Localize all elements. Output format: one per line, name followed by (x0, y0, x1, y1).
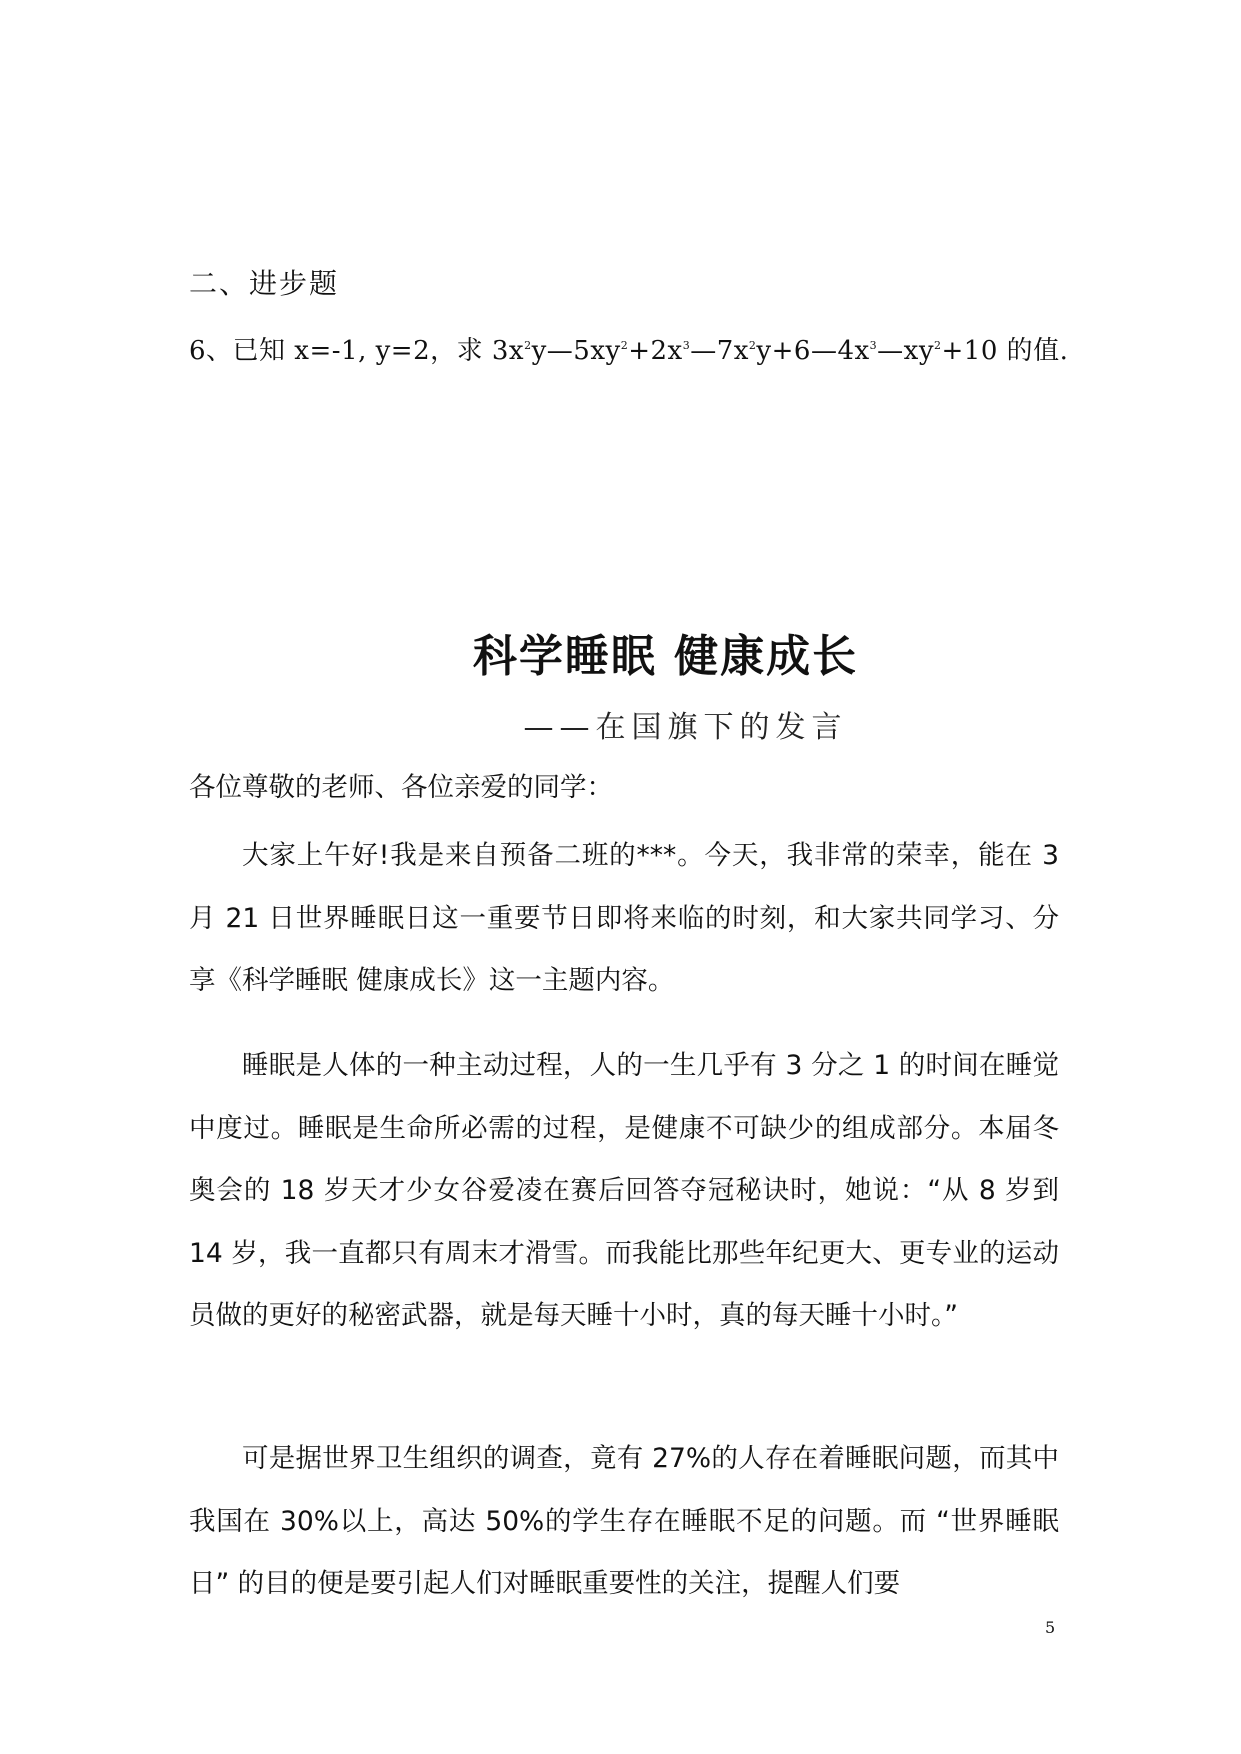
speech-paragraph-1: 大家上午好!我是来自预备二班的***。今天，我非常的荣幸，能在 3 月 21 日世界睡眠日这一重要节日即将来临的时刻，和大家共同学习、分享《科学睡眠 健康成长》这一主题内容。 (189, 840, 1059, 996)
question-6: 6、已知 x=-1, y=2，求 $3x^2y—5xy^2+2x^3—7x^2y+6—4x^3—xy^2+10$ 的值. (189, 336, 1069, 366)
page-number: 5 (1045, 1618, 1056, 1637)
speech-paragraph-2: 睡眠是人体的一种主动过程，人的一生几乎有 3 分之 1 的时间在睡觉中度过。睡眠是生命所必需的过程，是健康不可缺少的组成部分。本届冬奥会的 18 岁天才少女谷爱凌在赛后回答夺冠秘诀时，她说：“从 8 岁到 14 岁，我一直都只有周末才滑雪。而我能比那些年纪更大、更专业的运动员做的更好的秘密武器，就是每天睡十小时，真的每天睡十小时。” (189, 1050, 1059, 1331)
speech-greeting: 各位尊敬的老师、各位亲爱的同学： (189, 772, 613, 803)
section-heading: 二、进步题 (189, 267, 340, 300)
speech-paragraph-3: 可是据世界卫生组织的调查，竟有 27%的人存在着睡眠问题，而其中我国在 30%以上，高达 50%的学生存在睡眠不足的问题。而 “世界睡眠日” 的目的便是要引起人们对睡眠重要性的关注，提醒人们要 (189, 1443, 1059, 1599)
speech-subtitle: ——在国旗下的发言 (523, 710, 848, 745)
speech-title: 科学睡眠 健康成长 (472, 631, 859, 682)
